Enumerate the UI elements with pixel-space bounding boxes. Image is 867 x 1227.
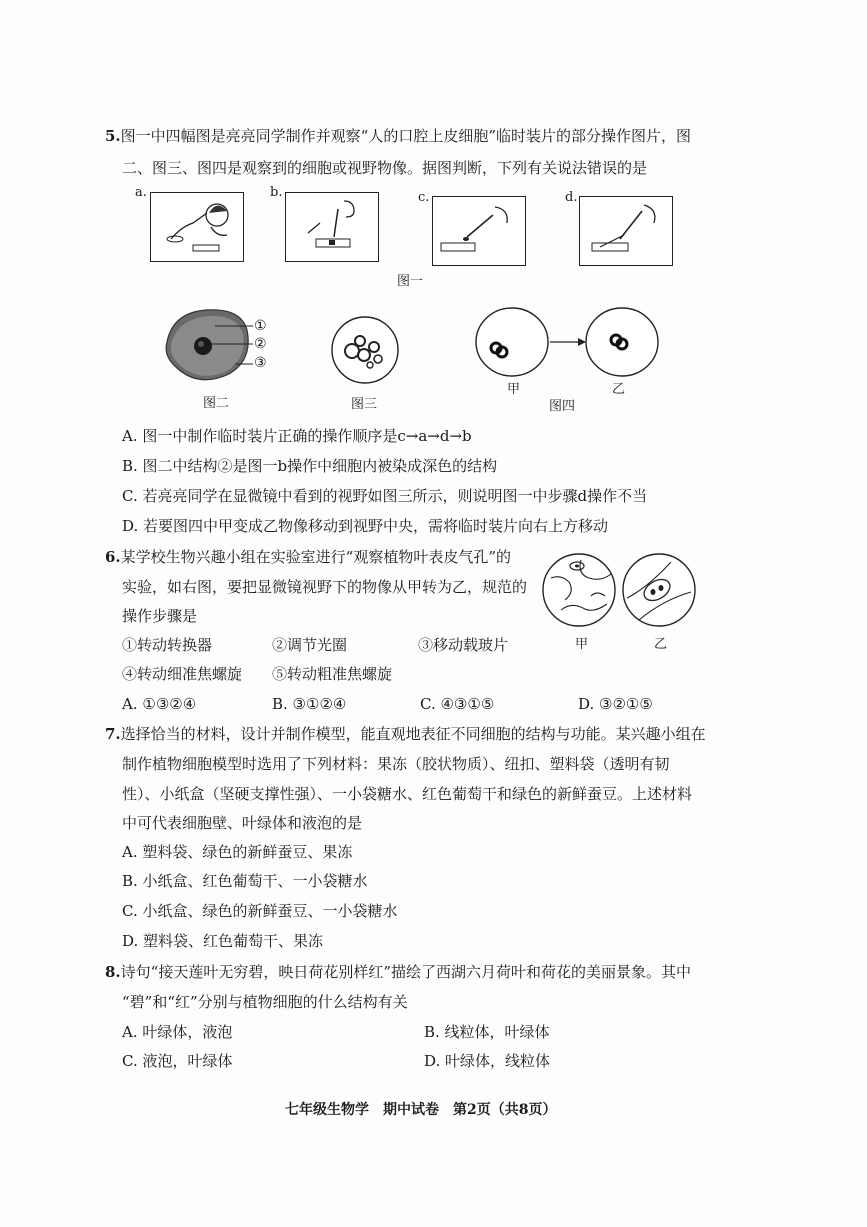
q6-option-a: A. ①③②④: [122, 695, 197, 713]
q7-option-b: B. 小纸盒、红色葡萄干、一小袋糖水: [122, 872, 368, 890]
fig3-caption: 图三: [351, 397, 378, 412]
q8-stem-line-1: 8.诗句“接天莲叶无穷碧，映日荷花别样红”描绘了西湖六月荷叶和荷花的美丽景象。其中: [105, 963, 692, 981]
q6-step-5: ⑤转动粗准焦螺旋: [272, 665, 393, 683]
fig1-panel-c: [432, 196, 526, 266]
q6-option-c: C. ④③①⑤: [420, 695, 495, 713]
fig1-panel-d: [579, 196, 673, 266]
page-footer: 七年级生物学 期中试卷 第2页（共8页）: [285, 1102, 557, 1118]
q5-stem-line-2: 二、图三、图四是观察到的细胞或视野物像。据图判断，下列有关说法错误的是: [122, 159, 648, 177]
q6-number: 6.: [105, 548, 121, 566]
q8-option-b: B. 线粒体，叶绿体: [424, 1023, 550, 1041]
q7-option-d: D. 塑料袋、红色葡萄干、果冻: [122, 932, 324, 950]
q5-option-a: A. 图一中制作临时装片正确的操作顺序是c→a→d→b: [122, 427, 472, 445]
q5-option-b: B. 图二中结构②是图一b操作中细胞内被染成深色的结构: [122, 457, 498, 475]
q6-step-4: ④转动细准焦螺旋: [122, 665, 243, 683]
q6-figure: [541, 550, 701, 630]
drop-water-illustration: [433, 197, 525, 265]
cover-slip-illustration: [580, 197, 672, 265]
q5-option-c: C. 若亮亮同学在显微镜中看到的视野如图三所示，则说明图一中步骤d操作不当: [122, 487, 648, 505]
swab-cheek-illustration: [151, 193, 243, 261]
q5-number: 5.: [105, 127, 121, 145]
q7-stem-line-1: 7.选择恰当的材料，设计并制作模型，能直观地表征不同细胞的结构与功能。某兴趣小组在: [105, 725, 706, 743]
fig4-views: [474, 306, 660, 378]
q6-figure-label-jia: 甲: [575, 637, 589, 652]
q6-option-d: D. ③②①⑤: [578, 695, 653, 713]
q6-stem-line-3: 操作步骤是: [122, 607, 198, 625]
fig2-marker-1: ①: [254, 318, 267, 334]
fig1-label-a: a.: [135, 185, 147, 200]
fig1-label-b: b.: [270, 185, 283, 200]
fig1-panel-b: [285, 192, 379, 262]
q5-option-d: D. 若要图四中甲变成乙物像移动到视野中央，需将临时装片向右上方移动: [122, 517, 609, 535]
fig1-label-d: d.: [565, 190, 578, 205]
fig2-marker-3: ③: [254, 355, 267, 371]
stomata-views-illustration: [541, 550, 701, 630]
q8-number: 8.: [105, 963, 121, 981]
q7-stem-line-4: 中可代表细胞壁、叶绿体和液泡的是: [122, 814, 363, 832]
q6-option-b: B. ③①②④: [272, 695, 347, 713]
q6-stem-line-1: 6.某学校生物兴趣小组在实验室进行“观察植物叶表皮气孔”的: [105, 548, 512, 566]
bubbles-view-illustration: [330, 315, 400, 385]
q6-stem-line-2: 实验，如右图，要把显微镜视野下的物像从甲转为乙，规范的: [122, 578, 528, 596]
q6-figure-label-yi: 乙: [654, 637, 668, 652]
fig1-caption: 图一: [397, 274, 424, 289]
fig4-label-jia: 甲: [507, 382, 521, 397]
q7-option-c: C. 小纸盒、绿色的新鲜蚕豆、一小袋糖水: [122, 902, 398, 920]
q7-number: 7.: [105, 725, 121, 743]
q6-step-2: ②调节光圈: [272, 636, 348, 654]
q6-step-1: ①转动转换器: [122, 636, 213, 654]
q7-stem-line-2: 制作植物细胞模型时选用了下列材料：果冻（胶状物质）、纽扣、塑料袋（透明有韧: [122, 755, 670, 773]
q8-option-d: D. 叶绿体，线粒体: [424, 1052, 551, 1070]
q7-option-a: A. 塑料袋、绿色的新鲜蚕豆、果冻: [122, 843, 353, 861]
fig1-label-c: c.: [418, 190, 430, 205]
fig2-caption: 图二: [203, 396, 230, 411]
q8-option-a: A. 叶绿体，液泡: [122, 1023, 233, 1041]
move-image-illustration: [474, 306, 660, 378]
fig4-caption: 图四: [549, 399, 576, 414]
q6-step-3: ③移动载玻片: [418, 636, 509, 654]
fig1-panel-a: [150, 192, 244, 262]
fig3-view: [330, 315, 400, 385]
stain-dropper-illustration: [286, 193, 378, 261]
fig4-label-yi: 乙: [612, 382, 626, 397]
q8-option-c: C. 液泡，叶绿体: [122, 1052, 233, 1070]
q5-stem-line-1: 5.图一中四幅图是亮亮同学制作并观察“人的口腔上皮细胞”临时装片的部分操作图片，图: [105, 127, 692, 145]
fig2-marker-2: ②: [254, 336, 267, 352]
q7-stem-line-3: 性）、小纸盒（坚硬支撑性强）、一小袋糖水、红色葡萄干和绿色的新鲜蚕豆。上述材料: [122, 785, 693, 803]
q8-stem-line-2: “碧”和“红”分别与植物细胞的什么结构有关: [122, 993, 408, 1011]
